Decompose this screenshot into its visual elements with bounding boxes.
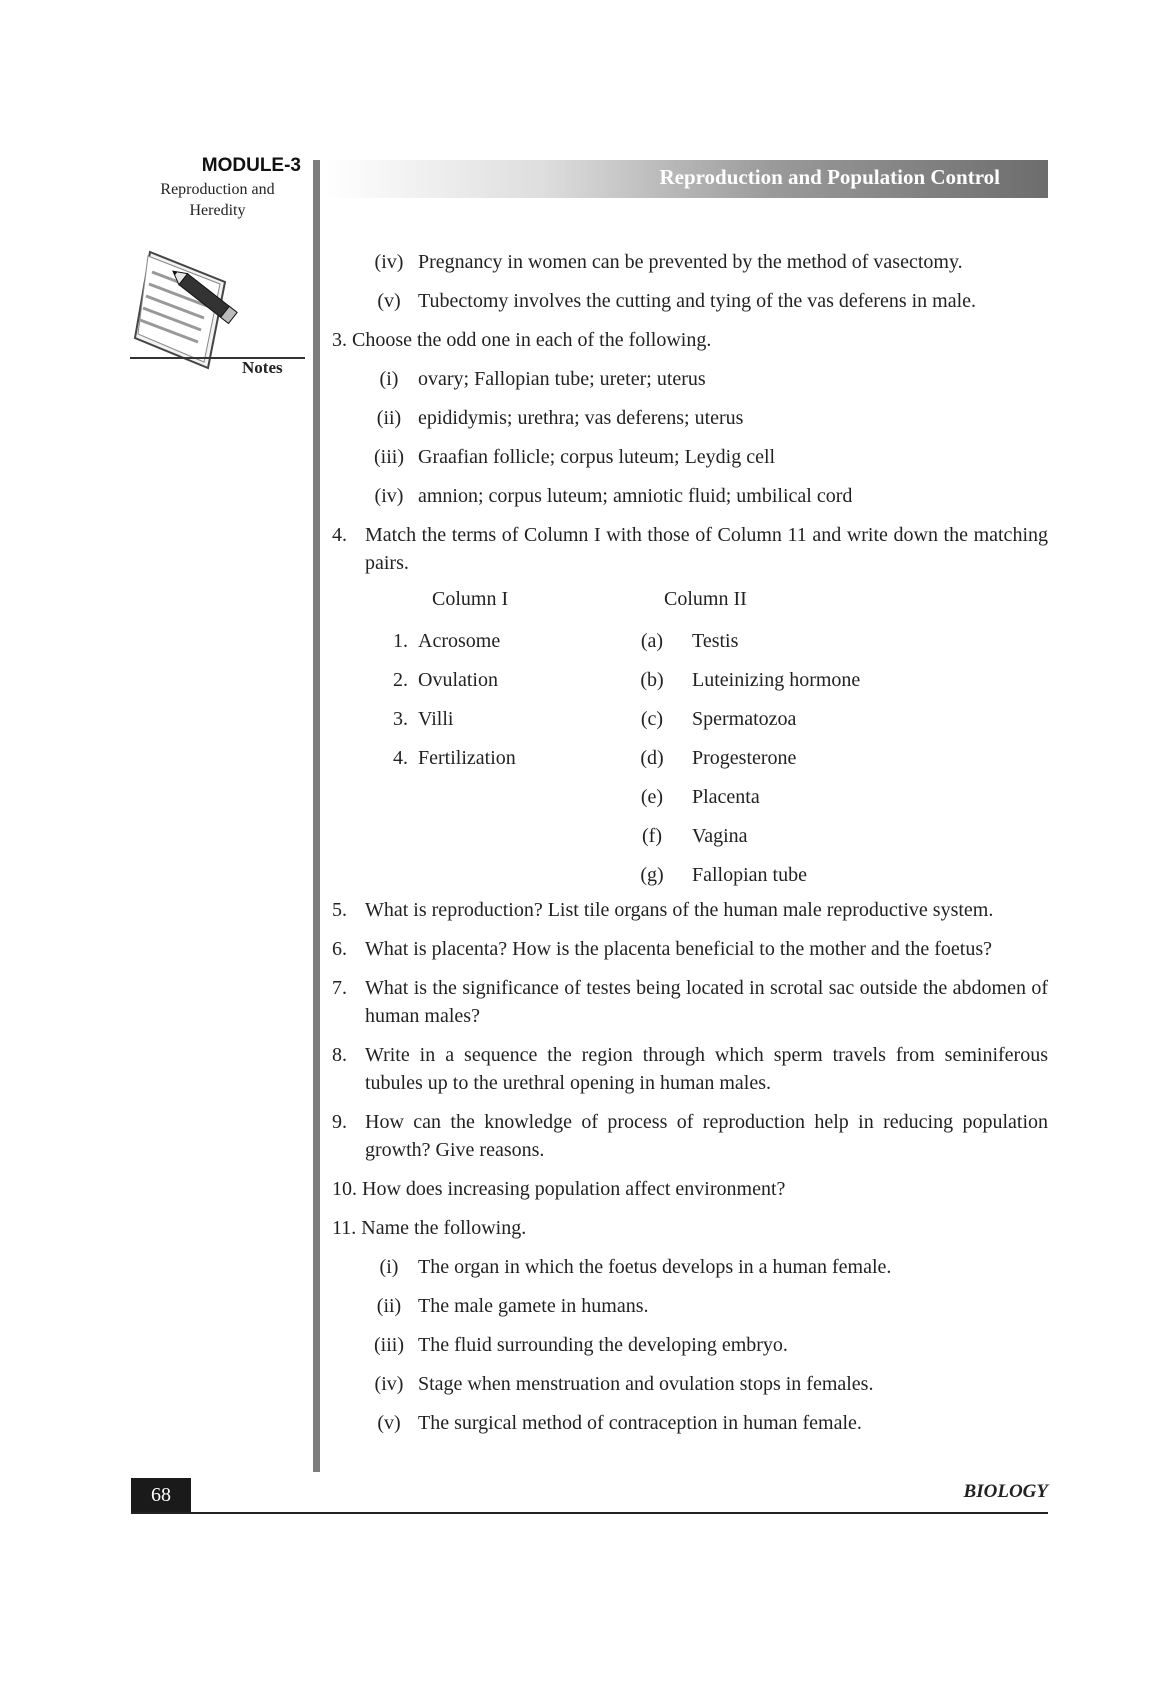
item-number: (iv) <box>374 485 404 507</box>
item-number: (ii) <box>376 1295 402 1317</box>
question-11: 11. Name the following. <box>332 1217 527 1239</box>
item-text: Ovulation <box>418 669 498 691</box>
question-number: 4. <box>332 524 347 546</box>
column-1-item <box>393 627 516 666</box>
list-item <box>332 482 1048 510</box>
item-text: Villi <box>418 708 454 730</box>
item-letter: (b) <box>640 669 664 691</box>
item-text: Vagina <box>692 825 748 847</box>
item-text: ovary; Fallopian tube; ureter; uterus <box>418 368 706 390</box>
module-subtitle <box>130 179 305 221</box>
question-text: What is reproduction? List tile organs of the human male reproductive system. <box>365 899 994 921</box>
item-text: Luteinizing hormone <box>692 669 861 691</box>
notes-pencil-icon <box>130 250 310 380</box>
question-text: What is the significance of testes being located in scrotal sac outside the abdomen of human males? <box>365 977 1048 1027</box>
page-number: 68 <box>131 1478 191 1512</box>
item-text: Tubectomy involves the cutting and tying of the vas deferens in male. <box>418 290 977 312</box>
question-6 <box>332 935 1048 963</box>
item-text: Fallopian tube <box>692 864 807 886</box>
footer-rule <box>131 1512 1048 1514</box>
list-item <box>332 443 1048 471</box>
item-letter: (d) <box>640 747 664 769</box>
item-number: (v) <box>377 290 401 312</box>
question-8 <box>332 1041 1048 1097</box>
question-text: Match the terms of Column I with those of Column 11 and write down the matching pairs. <box>365 524 1048 574</box>
item-text: The organ in which the foetus develops in a human female. <box>418 1256 892 1278</box>
item-text: The fluid surrounding the developing embryo. <box>418 1334 788 1356</box>
item-text: Testis <box>692 630 739 652</box>
item-text: Spermatozoa <box>692 708 797 730</box>
module-block <box>130 155 305 221</box>
list-item <box>332 1331 1048 1359</box>
item-letter: (g) <box>640 864 664 886</box>
item-text: Stage when menstruation and ovulation stops in females. <box>418 1373 874 1395</box>
list-item <box>332 1292 1048 1320</box>
item-text: amnion; corpus luteum; amniotic fluid; umbilical cord <box>418 485 853 507</box>
question-number: 9. <box>332 1111 347 1133</box>
question-9 <box>332 1108 1048 1164</box>
item-number: (v) <box>377 1412 401 1434</box>
item-letter: (a) <box>640 630 664 652</box>
item-number: (iv) <box>374 251 404 273</box>
module-subtitle-line1: Reproduction and <box>160 181 275 198</box>
item-number: (iv) <box>374 1373 404 1395</box>
question-text: What is placenta? How is the placenta beneficial to the mother and the foetus? <box>365 938 992 960</box>
item-number: (ii) <box>376 407 402 429</box>
item-text: Progesterone <box>692 747 797 769</box>
item-text: Graafian follicle; corpus luteum; Leydig cell <box>418 446 776 468</box>
list-item <box>332 404 1048 432</box>
item-letter: (f) <box>642 825 662 847</box>
item-text: Fertilization <box>418 747 516 769</box>
question-number: 5. <box>332 899 347 921</box>
module-subtitle-line2: Heredity <box>189 202 246 219</box>
item-number: 2. <box>393 669 408 691</box>
question-text: Write in a sequence the region through which sperm travels from seminiferous tubules up to the urethral opening in human males. <box>365 1044 1048 1094</box>
subject-label: BIOLOGY <box>963 1481 1048 1502</box>
question-5 <box>332 896 1048 924</box>
item-letter: (c) <box>640 708 664 730</box>
notes-label: Notes <box>242 358 283 377</box>
question-number: 7. <box>332 977 347 999</box>
item-text: The male gamete in humans. <box>418 1295 649 1317</box>
item-number: (i) <box>379 368 399 390</box>
item-text: The surgical method of contraception in human female. <box>418 1412 862 1434</box>
column-1 <box>393 627 516 783</box>
question-7 <box>332 974 1048 1030</box>
column-2-header: Column II <box>664 588 747 610</box>
column-1-item <box>393 666 516 705</box>
list-item <box>332 1253 1048 1281</box>
list-item <box>332 1409 1048 1437</box>
item-letter: (e) <box>640 786 664 808</box>
item-text: Pregnancy in women can be prevented by the method of vasectomy. <box>418 251 963 273</box>
question-4 <box>332 521 1048 577</box>
item-text: Placenta <box>692 786 760 808</box>
margin-rule <box>313 160 320 1472</box>
list-item <box>332 1370 1048 1398</box>
module-title: MODULE-3 <box>201 155 301 176</box>
item-number: (iii) <box>374 1334 404 1356</box>
column-1-header: Column I <box>432 588 509 610</box>
column-1-item <box>393 744 516 783</box>
item-text: Acrosome <box>418 630 501 652</box>
item-number: 4. <box>393 747 408 769</box>
question-10: 10. How does increasing population affect environment? <box>332 1178 786 1200</box>
match-columns <box>332 588 1048 888</box>
item-number: 3. <box>393 708 408 730</box>
question-number: 8. <box>332 1044 347 1066</box>
item-number: (iii) <box>374 446 404 468</box>
question-text: How can the knowledge of process of reproduction help in reducing population growth? Give reasons. <box>365 1111 1048 1161</box>
question-3: 3. Choose the odd one in each of the following. <box>332 329 712 351</box>
column-1-item <box>393 705 516 744</box>
list-item <box>332 365 1048 393</box>
list-item <box>332 287 1048 315</box>
header-band <box>325 160 1048 198</box>
list-item <box>332 248 1048 276</box>
question-number: 6. <box>332 938 347 960</box>
item-number: 1. <box>393 630 408 652</box>
chapter-title: Reproduction and Population Control <box>659 165 1000 189</box>
main-content <box>332 248 1048 1448</box>
item-text: epididymis; urethra; vas deferens; uterus <box>418 407 744 429</box>
item-number: (i) <box>379 1256 399 1278</box>
